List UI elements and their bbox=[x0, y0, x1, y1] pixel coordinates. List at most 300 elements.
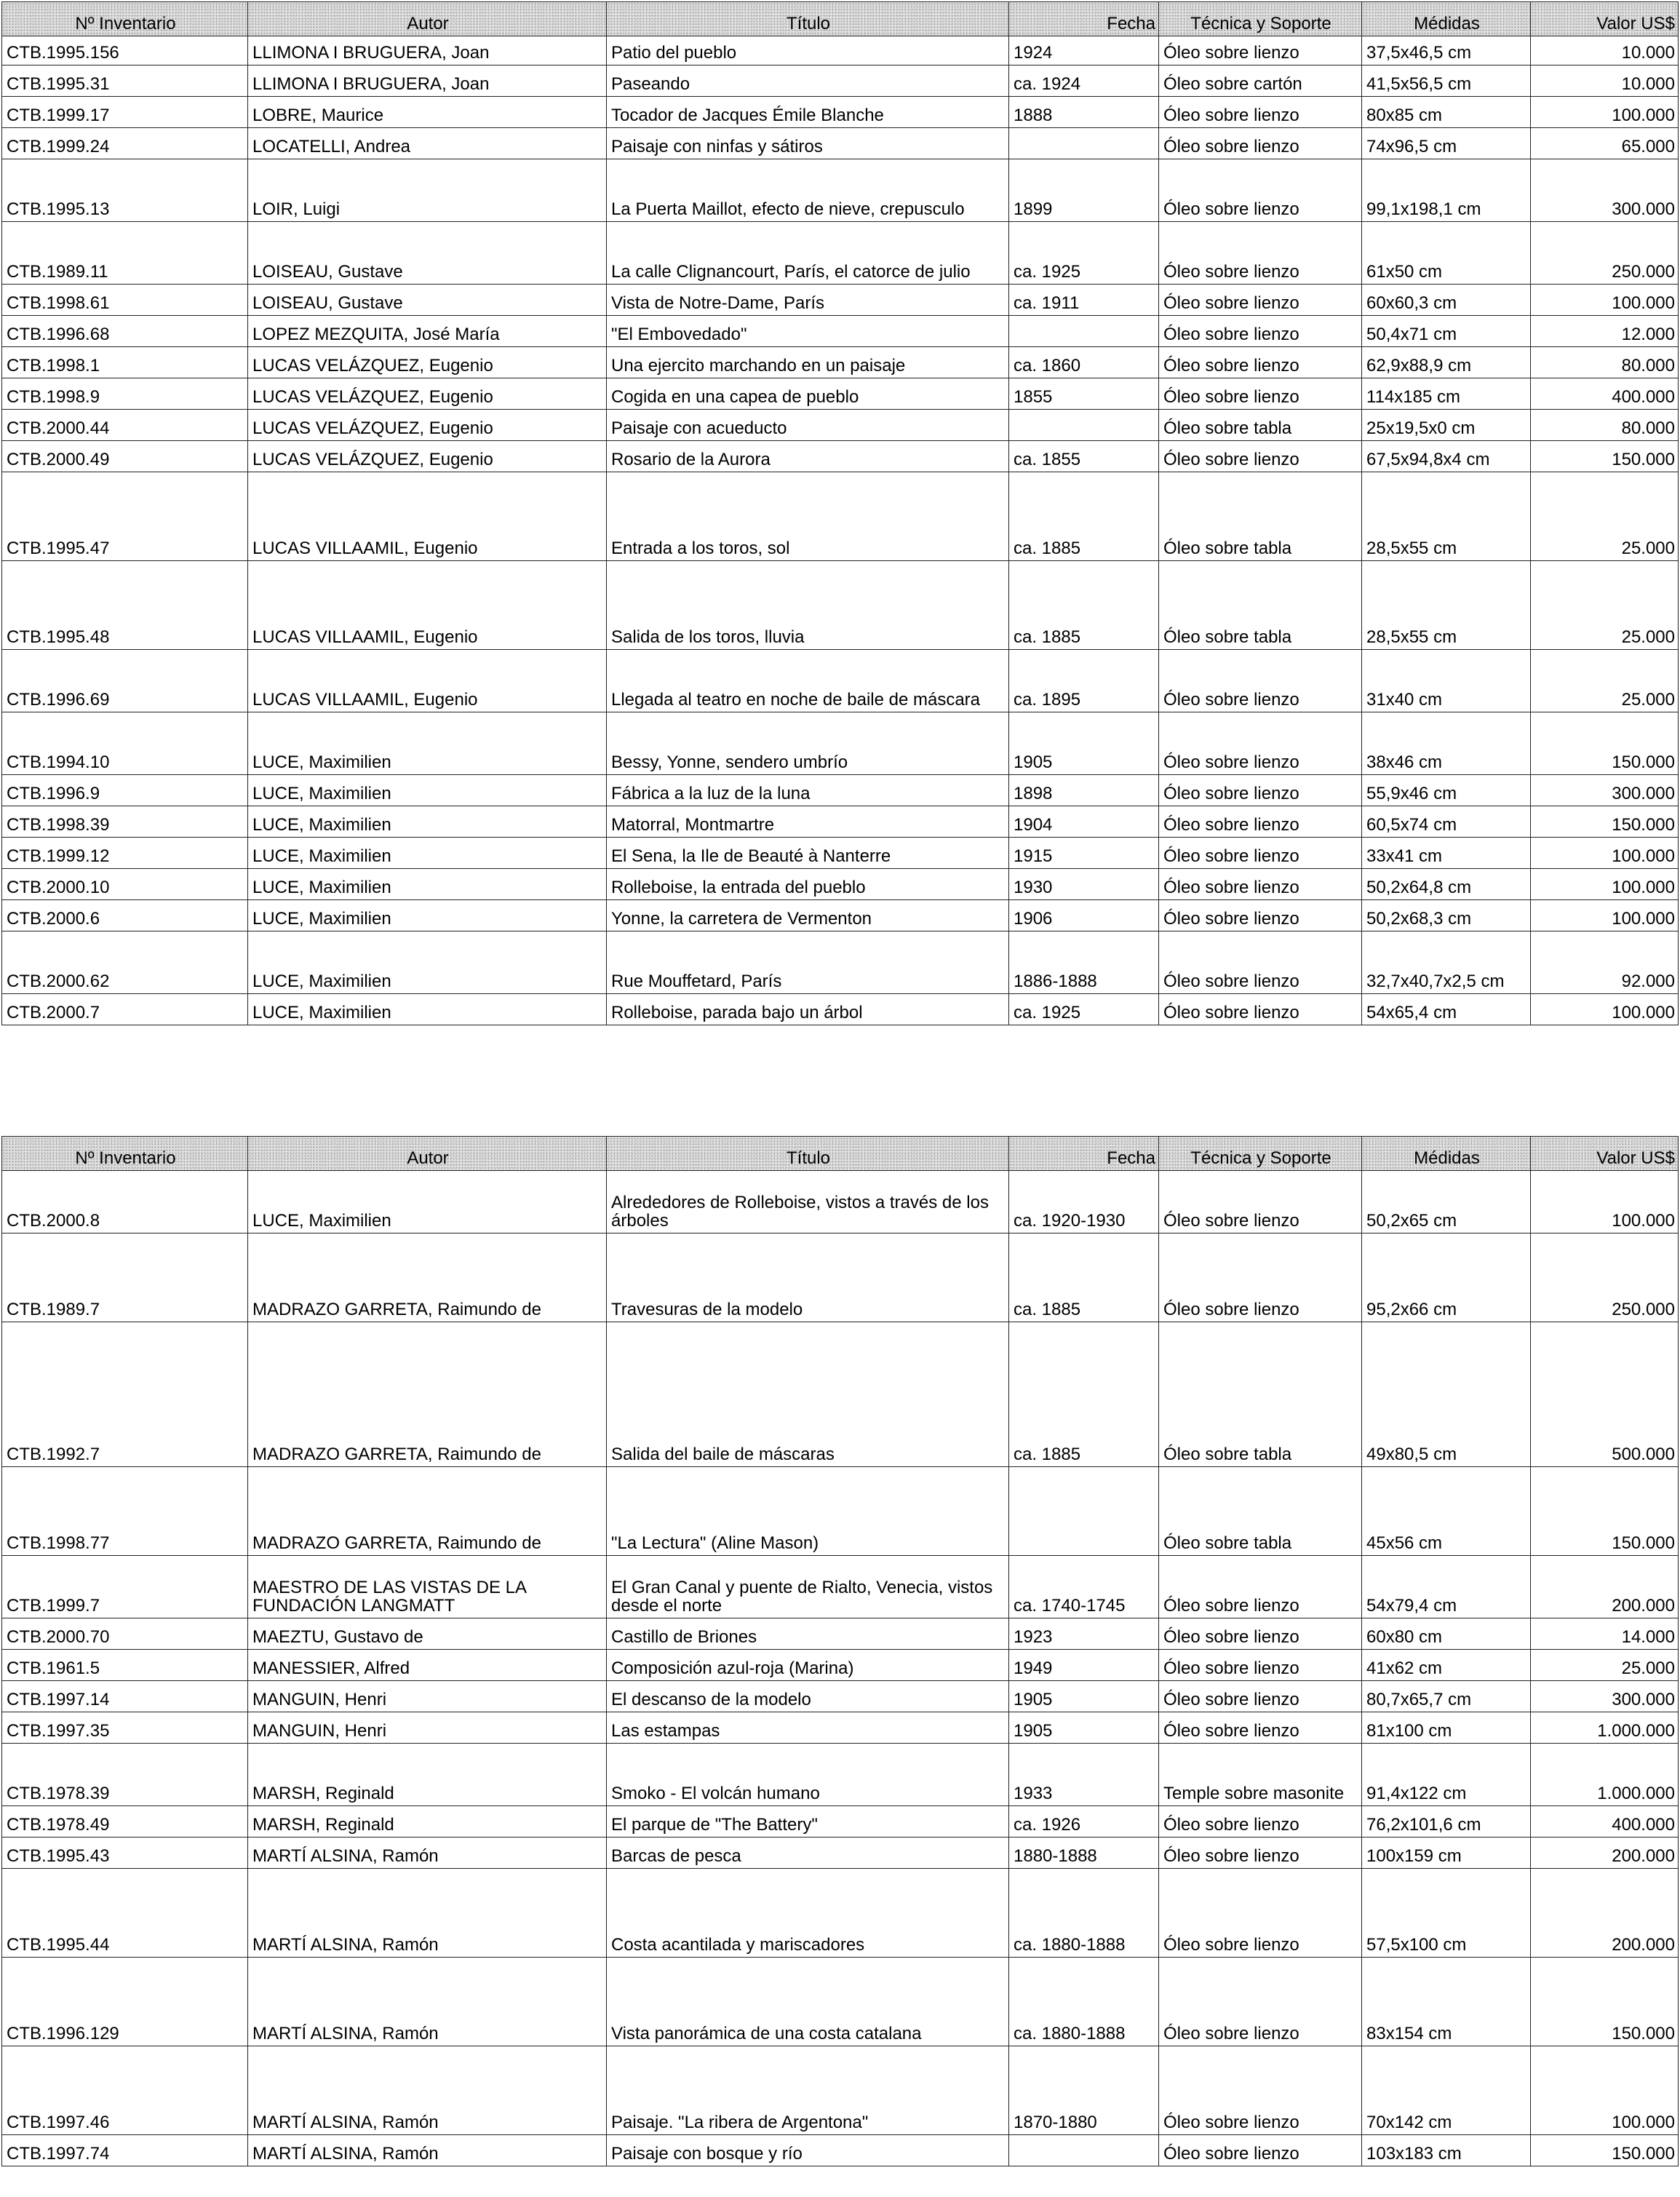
cell-tecnica: Óleo sobre lienzo bbox=[1159, 775, 1362, 806]
table-row bbox=[2, 1322, 1679, 1467]
cell-autor: LUCE, Maximilien bbox=[248, 775, 607, 806]
cell-fecha bbox=[1009, 1467, 1159, 1556]
cell-tecnica: Temple sobre masonite bbox=[1159, 1744, 1362, 1806]
cell-medidas: 60x60,3 cm bbox=[1362, 285, 1531, 316]
cell-inventario: CTB.1995.47 bbox=[2, 472, 248, 561]
cell-medidas: 70x142 cm bbox=[1362, 2046, 1531, 2135]
cell-valor: 100.000 bbox=[1531, 2046, 1679, 2135]
table-row bbox=[2, 838, 1679, 869]
cell-medidas: 76,2x101,6 cm bbox=[1362, 1806, 1531, 1838]
cell-tecnica: Óleo sobre lienzo bbox=[1159, 441, 1362, 472]
cell-titulo: Paseando bbox=[607, 65, 1009, 97]
cell-fecha: ca. 1885 bbox=[1009, 472, 1159, 561]
cell-tecnica: Óleo sobre lienzo bbox=[1159, 159, 1362, 222]
cell-fecha: 1905 bbox=[1009, 1681, 1159, 1712]
cell-medidas: 74x96,5 cm bbox=[1362, 128, 1531, 159]
cell-fecha: ca. 1880-1888 bbox=[1009, 1958, 1159, 2046]
cell-autor: LUCE, Maximilien bbox=[248, 931, 607, 994]
col-header-tecnica: Técnica y Soporte bbox=[1159, 2, 1362, 36]
cell-inventario: CTB.1998.39 bbox=[2, 806, 248, 838]
cell-autor: MARTÍ ALSINA, Ramón bbox=[248, 1869, 607, 1958]
cell-tecnica: Óleo sobre tabla bbox=[1159, 561, 1362, 650]
table-body-2 bbox=[2, 1171, 1679, 2166]
cell-medidas: 114x185 cm bbox=[1362, 378, 1531, 410]
cell-valor: 25.000 bbox=[1531, 650, 1679, 712]
cell-fecha: ca. 1860 bbox=[1009, 347, 1159, 378]
cell-tecnica: Óleo sobre lienzo bbox=[1159, 838, 1362, 869]
cell-titulo: La Puerta Maillot, efecto de nieve, crepusculo bbox=[607, 159, 1009, 222]
cell-tecnica: Óleo sobre lienzo bbox=[1159, 869, 1362, 900]
cell-titulo: Paisaje. "La ribera de Argentona" bbox=[607, 2046, 1009, 2135]
cell-medidas: 50,4x71 cm bbox=[1362, 316, 1531, 347]
cell-titulo: Barcas de pesca bbox=[607, 1838, 1009, 1869]
cell-inventario: CTB.1989.11 bbox=[2, 222, 248, 285]
cell-fecha: ca. 1885 bbox=[1009, 561, 1159, 650]
table-row bbox=[2, 1556, 1679, 1618]
cell-medidas: 54x79,4 cm bbox=[1362, 1556, 1531, 1618]
cell-fecha: 1933 bbox=[1009, 1744, 1159, 1806]
cell-tecnica: Óleo sobre lienzo bbox=[1159, 1838, 1362, 1869]
cell-titulo: Vista panorámica de una costa catalana bbox=[607, 1958, 1009, 2046]
cell-inventario: CTB.1994.10 bbox=[2, 712, 248, 775]
cell-tecnica: Óleo sobre lienzo bbox=[1159, 900, 1362, 931]
cell-medidas: 95,2x66 cm bbox=[1362, 1233, 1531, 1322]
table-row bbox=[2, 869, 1679, 900]
cell-autor: LLIMONA I BRUGUERA, Joan bbox=[248, 36, 607, 65]
cell-autor: MARTÍ ALSINA, Ramón bbox=[248, 2135, 607, 2166]
cell-titulo: Rue Mouffetard, París bbox=[607, 931, 1009, 994]
cell-titulo: Alrededores de Rolleboise, vistos a través de los árboles bbox=[607, 1171, 1009, 1233]
cell-valor: 80.000 bbox=[1531, 347, 1679, 378]
cell-autor: LOIR, Luigi bbox=[248, 159, 607, 222]
cell-fecha: 1905 bbox=[1009, 1712, 1159, 1744]
table-row bbox=[2, 1171, 1679, 1233]
table-row bbox=[2, 1233, 1679, 1322]
cell-medidas: 91,4x122 cm bbox=[1362, 1744, 1531, 1806]
table-row bbox=[2, 97, 1679, 128]
cell-valor: 250.000 bbox=[1531, 222, 1679, 285]
cell-autor: LUCAS VELÁZQUEZ, Eugenio bbox=[248, 410, 607, 441]
cell-titulo: Salida de los toros, lluvia bbox=[607, 561, 1009, 650]
cell-autor: LLIMONA I BRUGUERA, Joan bbox=[248, 65, 607, 97]
table-row bbox=[2, 775, 1679, 806]
table-row bbox=[2, 1744, 1679, 1806]
col-header-autor: Autor bbox=[248, 1137, 607, 1171]
cell-titulo: Composición azul-roja (Marina) bbox=[607, 1650, 1009, 1681]
cell-inventario: CTB.1995.43 bbox=[2, 1838, 248, 1869]
cell-inventario: CTB.1995.156 bbox=[2, 36, 248, 65]
header-row bbox=[2, 1137, 1679, 1171]
table-row bbox=[2, 1650, 1679, 1681]
cell-tecnica: Óleo sobre lienzo bbox=[1159, 1806, 1362, 1838]
header-row bbox=[2, 2, 1679, 36]
cell-inventario: CTB.1997.74 bbox=[2, 2135, 248, 2166]
table-row bbox=[2, 806, 1679, 838]
cell-valor: 100.000 bbox=[1531, 97, 1679, 128]
cell-fecha: ca. 1924 bbox=[1009, 65, 1159, 97]
cell-medidas: 100x159 cm bbox=[1362, 1838, 1531, 1869]
cell-inventario: CTB.2000.6 bbox=[2, 900, 248, 931]
cell-titulo: Llegada al teatro en noche de baile de máscara bbox=[607, 650, 1009, 712]
cell-fecha: ca. 1885 bbox=[1009, 1233, 1159, 1322]
cell-fecha: 1915 bbox=[1009, 838, 1159, 869]
cell-autor: LUCE, Maximilien bbox=[248, 994, 607, 1025]
cell-valor: 300.000 bbox=[1531, 1681, 1679, 1712]
inventory-table-1 bbox=[1, 1, 1679, 1025]
cell-medidas: 41x62 cm bbox=[1362, 1650, 1531, 1681]
cell-titulo: Las estampas bbox=[607, 1712, 1009, 1744]
table-row bbox=[2, 650, 1679, 712]
cell-inventario: CTB.2000.7 bbox=[2, 994, 248, 1025]
cell-fecha: ca. 1855 bbox=[1009, 441, 1159, 472]
cell-medidas: 49x80,5 cm bbox=[1362, 1322, 1531, 1467]
cell-tecnica: Óleo sobre lienzo bbox=[1159, 931, 1362, 994]
cell-fecha bbox=[1009, 316, 1159, 347]
cell-autor: MANGUIN, Henri bbox=[248, 1712, 607, 1744]
cell-fecha: 1904 bbox=[1009, 806, 1159, 838]
cell-tecnica: Óleo sobre lienzo bbox=[1159, 994, 1362, 1025]
cell-fecha: ca. 1740-1745 bbox=[1009, 1556, 1159, 1618]
cell-titulo: Rolleboise, parada bajo un árbol bbox=[607, 994, 1009, 1025]
cell-fecha: 1930 bbox=[1009, 869, 1159, 900]
cell-inventario: CTB.1997.14 bbox=[2, 1681, 248, 1712]
cell-valor: 500.000 bbox=[1531, 1322, 1679, 1467]
cell-tecnica: Óleo sobre lienzo bbox=[1159, 285, 1362, 316]
cell-medidas: 61x50 cm bbox=[1362, 222, 1531, 285]
cell-medidas: 103x183 cm bbox=[1362, 2135, 1531, 2166]
cell-tecnica: Óleo sobre lienzo bbox=[1159, 97, 1362, 128]
cell-autor: LUCE, Maximilien bbox=[248, 869, 607, 900]
cell-medidas: 54x65,4 cm bbox=[1362, 994, 1531, 1025]
cell-autor: LUCE, Maximilien bbox=[248, 1171, 607, 1233]
cell-tecnica: Óleo sobre lienzo bbox=[1159, 347, 1362, 378]
cell-autor: LOBRE, Maurice bbox=[248, 97, 607, 128]
cell-titulo: Vista de Notre-Dame, París bbox=[607, 285, 1009, 316]
cell-inventario: CTB.2000.70 bbox=[2, 1618, 248, 1650]
cell-medidas: 50,2x65 cm bbox=[1362, 1171, 1531, 1233]
table-row bbox=[2, 900, 1679, 931]
cell-inventario: CTB.2000.8 bbox=[2, 1171, 248, 1233]
cell-inventario: CTB.1996.9 bbox=[2, 775, 248, 806]
cell-medidas: 45x56 cm bbox=[1362, 1467, 1531, 1556]
cell-autor: LUCAS VILLAAMIL, Eugenio bbox=[248, 650, 607, 712]
cell-inventario: CTB.2000.44 bbox=[2, 410, 248, 441]
cell-valor: 65.000 bbox=[1531, 128, 1679, 159]
cell-titulo: Fábrica a la luz de la luna bbox=[607, 775, 1009, 806]
table-row bbox=[2, 2135, 1679, 2166]
cell-fecha: ca. 1925 bbox=[1009, 994, 1159, 1025]
col-header-inventario: Nº Inventario bbox=[2, 2, 248, 36]
cell-titulo: Tocador de Jacques Émile Blanche bbox=[607, 97, 1009, 128]
cell-inventario: CTB.1998.61 bbox=[2, 285, 248, 316]
cell-valor: 200.000 bbox=[1531, 1838, 1679, 1869]
cell-inventario: CTB.1999.24 bbox=[2, 128, 248, 159]
cell-valor: 400.000 bbox=[1531, 1806, 1679, 1838]
cell-inventario: CTB.1998.9 bbox=[2, 378, 248, 410]
cell-inventario: CTB.2000.62 bbox=[2, 931, 248, 994]
cell-inventario: CTB.1961.5 bbox=[2, 1650, 248, 1681]
cell-valor: 100.000 bbox=[1531, 838, 1679, 869]
cell-medidas: 60x80 cm bbox=[1362, 1618, 1531, 1650]
cell-inventario: CTB.1978.39 bbox=[2, 1744, 248, 1806]
cell-fecha bbox=[1009, 128, 1159, 159]
cell-tecnica: Óleo sobre lienzo bbox=[1159, 1958, 1362, 2046]
cell-titulo: Costa acantilada y mariscadores bbox=[607, 1869, 1009, 1958]
cell-tecnica: Óleo sobre lienzo bbox=[1159, 378, 1362, 410]
cell-inventario: CTB.1998.1 bbox=[2, 347, 248, 378]
cell-medidas: 55,9x46 cm bbox=[1362, 775, 1531, 806]
cell-medidas: 99,1x198,1 cm bbox=[1362, 159, 1531, 222]
table-row bbox=[2, 222, 1679, 285]
table-row bbox=[2, 410, 1679, 441]
table-row bbox=[2, 65, 1679, 97]
cell-titulo: Cogida en una capea de pueblo bbox=[607, 378, 1009, 410]
cell-autor: LUCE, Maximilien bbox=[248, 838, 607, 869]
table-row bbox=[2, 994, 1679, 1025]
cell-medidas: 60,5x74 cm bbox=[1362, 806, 1531, 838]
cell-valor: 100.000 bbox=[1531, 285, 1679, 316]
cell-valor: 100.000 bbox=[1531, 1171, 1679, 1233]
table-row bbox=[2, 378, 1679, 410]
col-header-fecha: Fecha bbox=[1009, 2, 1159, 36]
cell-valor: 300.000 bbox=[1531, 159, 1679, 222]
cell-fecha: ca. 1925 bbox=[1009, 222, 1159, 285]
col-header-fecha: Fecha bbox=[1009, 1137, 1159, 1171]
cell-valor: 100.000 bbox=[1531, 869, 1679, 900]
cell-valor: 25.000 bbox=[1531, 561, 1679, 650]
cell-titulo: "La Lectura" (Aline Mason) bbox=[607, 1467, 1009, 1556]
cell-valor: 150.000 bbox=[1531, 806, 1679, 838]
cell-titulo: Entrada a los toros, sol bbox=[607, 472, 1009, 561]
cell-tecnica: Óleo sobre lienzo bbox=[1159, 1650, 1362, 1681]
cell-inventario: CTB.1989.7 bbox=[2, 1233, 248, 1322]
cell-fecha: 1949 bbox=[1009, 1650, 1159, 1681]
table-row bbox=[2, 1958, 1679, 2046]
cell-titulo: Salida del baile de máscaras bbox=[607, 1322, 1009, 1467]
cell-titulo: Matorral, Montmartre bbox=[607, 806, 1009, 838]
cell-valor: 150.000 bbox=[1531, 441, 1679, 472]
cell-medidas: 57,5x100 cm bbox=[1362, 1869, 1531, 1958]
cell-tecnica: Óleo sobre lienzo bbox=[1159, 128, 1362, 159]
cell-fecha: 1886-1888 bbox=[1009, 931, 1159, 994]
table-row bbox=[2, 472, 1679, 561]
cell-autor: LUCAS VELÁZQUEZ, Eugenio bbox=[248, 441, 607, 472]
cell-autor: LOCATELLI, Andrea bbox=[248, 128, 607, 159]
table-row bbox=[2, 931, 1679, 994]
cell-autor: LOISEAU, Gustave bbox=[248, 285, 607, 316]
col-header-autor: Autor bbox=[248, 2, 607, 36]
cell-tecnica: Óleo sobre tabla bbox=[1159, 1322, 1362, 1467]
cell-fecha: 1924 bbox=[1009, 36, 1159, 65]
cell-inventario: CTB.1997.46 bbox=[2, 2046, 248, 2135]
cell-titulo: La calle Clignancourt, París, el catorce de julio bbox=[607, 222, 1009, 285]
cell-valor: 200.000 bbox=[1531, 1556, 1679, 1618]
cell-inventario: CTB.1995.13 bbox=[2, 159, 248, 222]
table-row bbox=[2, 1681, 1679, 1712]
cell-tecnica: Óleo sobre lienzo bbox=[1159, 36, 1362, 65]
cell-valor: 200.000 bbox=[1531, 1869, 1679, 1958]
cell-titulo: El Gran Canal y puente de Rialto, Venecia, vistos desde el norte bbox=[607, 1556, 1009, 1618]
cell-titulo: El Sena, la Ile de Beauté à Nanterre bbox=[607, 838, 1009, 869]
cell-valor: 100.000 bbox=[1531, 994, 1679, 1025]
cell-tecnica: Óleo sobre lienzo bbox=[1159, 1869, 1362, 1958]
cell-fecha: ca. 1911 bbox=[1009, 285, 1159, 316]
cell-autor: LOPEZ MEZQUITA, José María bbox=[248, 316, 607, 347]
cell-autor: LUCAS VELÁZQUEZ, Eugenio bbox=[248, 378, 607, 410]
col-header-medidas: Médidas bbox=[1362, 1137, 1531, 1171]
cell-autor: LUCE, Maximilien bbox=[248, 712, 607, 775]
cell-inventario: CTB.1996.69 bbox=[2, 650, 248, 712]
cell-valor: 10.000 bbox=[1531, 36, 1679, 65]
table-row bbox=[2, 36, 1679, 65]
cell-titulo: Una ejercito marchando en un paisaje bbox=[607, 347, 1009, 378]
table-row bbox=[2, 285, 1679, 316]
table-row bbox=[2, 1467, 1679, 1556]
cell-tecnica: Óleo sobre lienzo bbox=[1159, 316, 1362, 347]
cell-valor: 25.000 bbox=[1531, 1650, 1679, 1681]
cell-valor: 10.000 bbox=[1531, 65, 1679, 97]
cell-autor: MARSH, Reginald bbox=[248, 1806, 607, 1838]
cell-titulo: Paisaje con acueducto bbox=[607, 410, 1009, 441]
cell-autor: MANESSIER, Alfred bbox=[248, 1650, 607, 1681]
cell-tecnica: Óleo sobre lienzo bbox=[1159, 712, 1362, 775]
cell-autor: LUCAS VELÁZQUEZ, Eugenio bbox=[248, 347, 607, 378]
col-header-valor: Valor US$ bbox=[1531, 2, 1679, 36]
cell-fecha: ca. 1880-1888 bbox=[1009, 1869, 1159, 1958]
cell-tecnica: Óleo sobre cartón bbox=[1159, 65, 1362, 97]
table-row bbox=[2, 128, 1679, 159]
table-row bbox=[2, 1838, 1679, 1869]
cell-tecnica: Óleo sobre lienzo bbox=[1159, 2046, 1362, 2135]
cell-autor: LUCAS VILLAAMIL, Eugenio bbox=[248, 472, 607, 561]
cell-titulo: Paisaje con bosque y río bbox=[607, 2135, 1009, 2166]
cell-inventario: CTB.1996.68 bbox=[2, 316, 248, 347]
cell-autor: LOISEAU, Gustave bbox=[248, 222, 607, 285]
cell-titulo: El parque de "The Battery" bbox=[607, 1806, 1009, 1838]
cell-valor: 80.000 bbox=[1531, 410, 1679, 441]
cell-fecha: 1855 bbox=[1009, 378, 1159, 410]
cell-autor: MARTÍ ALSINA, Ramón bbox=[248, 1958, 607, 2046]
table-row bbox=[2, 1618, 1679, 1650]
cell-titulo: Rosario de la Aurora bbox=[607, 441, 1009, 472]
cell-autor: MARTÍ ALSINA, Ramón bbox=[248, 2046, 607, 2135]
cell-valor: 92.000 bbox=[1531, 931, 1679, 994]
cell-medidas: 31x40 cm bbox=[1362, 650, 1531, 712]
cell-medidas: 83x154 cm bbox=[1362, 1958, 1531, 2046]
cell-autor: LUCE, Maximilien bbox=[248, 900, 607, 931]
cell-titulo: Patio del pueblo bbox=[607, 36, 1009, 65]
cell-inventario: CTB.1995.44 bbox=[2, 1869, 248, 1958]
table-row bbox=[2, 1806, 1679, 1838]
cell-tecnica: Óleo sobre tabla bbox=[1159, 1467, 1362, 1556]
table-row bbox=[2, 441, 1679, 472]
cell-autor: MARSH, Reginald bbox=[248, 1744, 607, 1806]
cell-valor: 1.000.000 bbox=[1531, 1744, 1679, 1806]
cell-valor: 400.000 bbox=[1531, 378, 1679, 410]
cell-titulo: El descanso de la modelo bbox=[607, 1681, 1009, 1712]
cell-inventario: CTB.1995.48 bbox=[2, 561, 248, 650]
cell-fecha: ca. 1926 bbox=[1009, 1806, 1159, 1838]
cell-valor: 300.000 bbox=[1531, 775, 1679, 806]
cell-titulo: Paisaje con ninfas y sátiros bbox=[607, 128, 1009, 159]
cell-valor: 150.000 bbox=[1531, 1467, 1679, 1556]
cell-inventario: CTB.2000.10 bbox=[2, 869, 248, 900]
cell-inventario: CTB.1978.49 bbox=[2, 1806, 248, 1838]
cell-medidas: 80,7x65,7 cm bbox=[1362, 1681, 1531, 1712]
cell-medidas: 32,7x40,7x2,5 cm bbox=[1362, 931, 1531, 994]
cell-medidas: 37,5x46,5 cm bbox=[1362, 36, 1531, 65]
cell-tecnica: Óleo sobre lienzo bbox=[1159, 222, 1362, 285]
col-header-valor: Valor US$ bbox=[1531, 1137, 1679, 1171]
cell-inventario: CTB.1995.31 bbox=[2, 65, 248, 97]
col-header-titulo: Título bbox=[607, 1137, 1009, 1171]
cell-valor: 250.000 bbox=[1531, 1233, 1679, 1322]
cell-valor: 1.000.000 bbox=[1531, 1712, 1679, 1744]
cell-autor: MAEZTU, Gustavo de bbox=[248, 1618, 607, 1650]
cell-medidas: 25x19,5x0 cm bbox=[1362, 410, 1531, 441]
col-header-inventario: Nº Inventario bbox=[2, 1137, 248, 1171]
cell-tecnica: Óleo sobre lienzo bbox=[1159, 1556, 1362, 1618]
col-header-tecnica: Técnica y Soporte bbox=[1159, 1137, 1362, 1171]
table-row bbox=[2, 2046, 1679, 2135]
cell-medidas: 80x85 cm bbox=[1362, 97, 1531, 128]
cell-tecnica: Óleo sobre lienzo bbox=[1159, 2135, 1362, 2166]
table-row bbox=[2, 561, 1679, 650]
cell-autor: MARTÍ ALSINA, Ramón bbox=[248, 1838, 607, 1869]
cell-inventario: CTB.1999.12 bbox=[2, 838, 248, 869]
cell-autor: MADRAZO GARRETA, Raimundo de bbox=[248, 1467, 607, 1556]
cell-autor: MAESTRO DE LAS VISTAS DE LA FUNDACIÓN LANGMATT bbox=[248, 1556, 607, 1618]
cell-tecnica: Óleo sobre tabla bbox=[1159, 472, 1362, 561]
table-body-1 bbox=[2, 36, 1679, 1025]
cell-fecha: 1923 bbox=[1009, 1618, 1159, 1650]
cell-tecnica: Óleo sobre lienzo bbox=[1159, 650, 1362, 712]
cell-medidas: 67,5x94,8x4 cm bbox=[1362, 441, 1531, 472]
table-row bbox=[2, 1869, 1679, 1958]
cell-autor: MADRAZO GARRETA, Raimundo de bbox=[248, 1233, 607, 1322]
table-row bbox=[2, 712, 1679, 775]
cell-titulo: "El Embovedado" bbox=[607, 316, 1009, 347]
cell-valor: 12.000 bbox=[1531, 316, 1679, 347]
cell-inventario: CTB.1997.35 bbox=[2, 1712, 248, 1744]
cell-medidas: 81x100 cm bbox=[1362, 1712, 1531, 1744]
cell-fecha: 1899 bbox=[1009, 159, 1159, 222]
cell-autor: LUCE, Maximilien bbox=[248, 806, 607, 838]
cell-medidas: 28,5x55 cm bbox=[1362, 561, 1531, 650]
cell-fecha bbox=[1009, 2135, 1159, 2166]
inventory-table-2 bbox=[1, 1136, 1679, 2166]
cell-inventario: CTB.1996.129 bbox=[2, 1958, 248, 2046]
cell-titulo: Bessy, Yonne, sendero umbrío bbox=[607, 712, 1009, 775]
cell-fecha: 1880-1888 bbox=[1009, 1838, 1159, 1869]
cell-fecha: 1898 bbox=[1009, 775, 1159, 806]
col-header-titulo: Título bbox=[607, 2, 1009, 36]
cell-medidas: 50,2x64,8 cm bbox=[1362, 869, 1531, 900]
cell-tecnica: Óleo sobre lienzo bbox=[1159, 1712, 1362, 1744]
cell-autor: MADRAZO GARRETA, Raimundo de bbox=[248, 1322, 607, 1467]
cell-valor: 150.000 bbox=[1531, 2135, 1679, 2166]
cell-titulo: Castillo de Briones bbox=[607, 1618, 1009, 1650]
table-row bbox=[2, 159, 1679, 222]
cell-fecha bbox=[1009, 410, 1159, 441]
table-row bbox=[2, 1712, 1679, 1744]
table-row bbox=[2, 316, 1679, 347]
cell-valor: 150.000 bbox=[1531, 1958, 1679, 2046]
cell-fecha: 1870-1880 bbox=[1009, 2046, 1159, 2135]
cell-fecha: ca. 1920-1930 bbox=[1009, 1171, 1159, 1233]
cell-medidas: 62,9x88,9 cm bbox=[1362, 347, 1531, 378]
cell-medidas: 33x41 cm bbox=[1362, 838, 1531, 869]
